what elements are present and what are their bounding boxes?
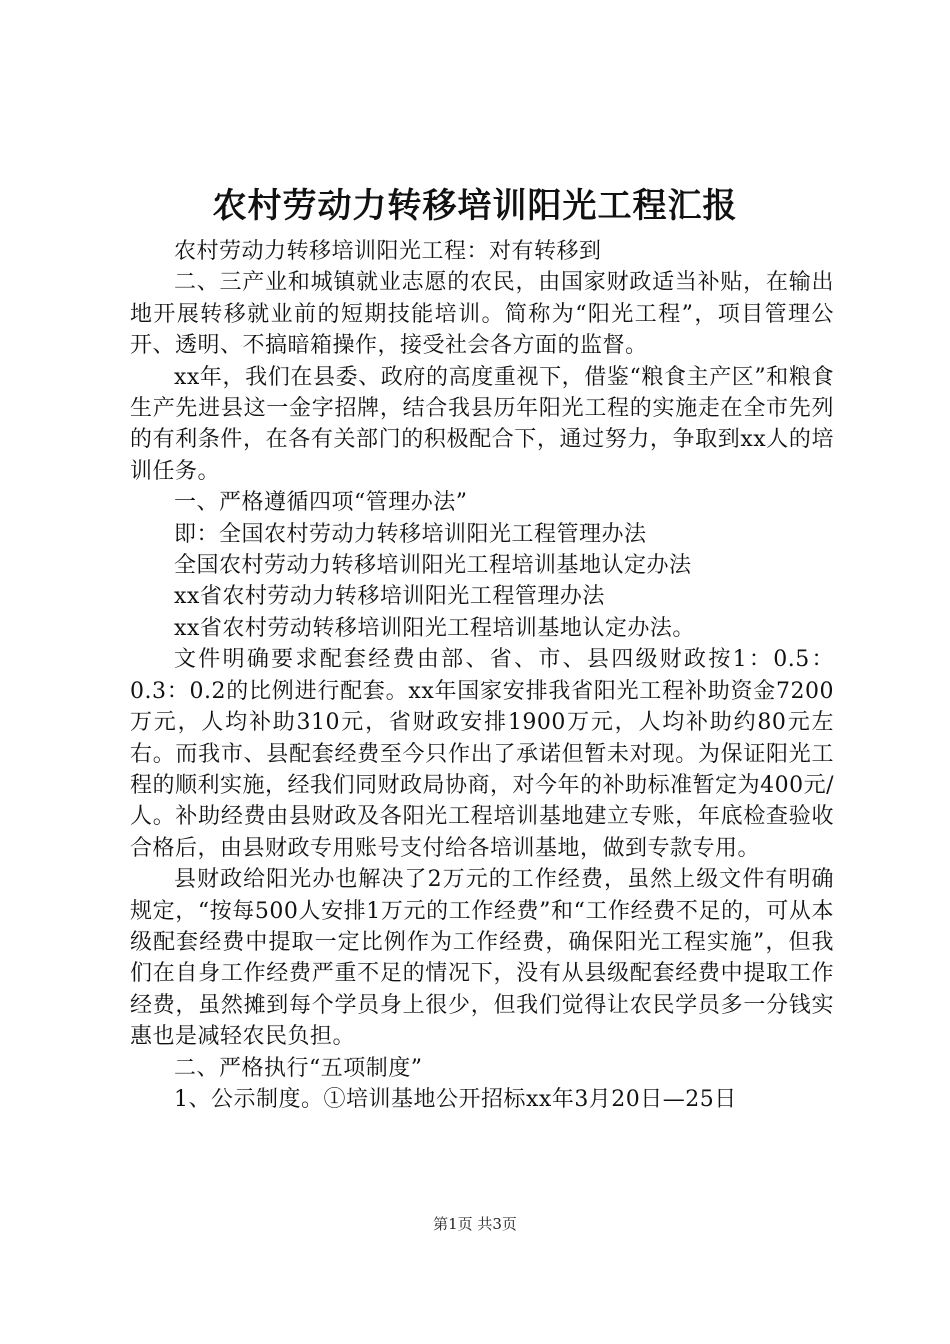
paragraph-background: xx年，我们在县委、政府的高度重视下，借鉴“粮食主产区”和粮食生产先进县这一金字招牌，结合我县历年阳光工程的实施走在全市先列的有利条件，在各有关部门的积极配合下，通过努力，争取到xx人的培训任务。 bbox=[130, 364, 834, 484]
paragraph-funding: 文件明确要求配套经费由部、省、市、县四级财政按1：0.5：0.3：0.2的比例进行配套。xx年国家安排我省阳光工程补助资金7200万元，人均补助310元，省财政安排1900万元，人均补助约80元左右。而我市、县配套经费至今只作出了承诺但暂未对现。为保证阳光工程的顺利实施，经我们同财政局协商，对今年的补助标准暂定为400元/人。补助经费由县财政及各阳光工程培训基地建立专账，年底检查验收合格后，由县财政专用账号支付给各培训基地，做到专款专用。 bbox=[130, 647, 834, 861]
paragraph-intro: 农村劳动力转移培训阳光工程：对有转移到 bbox=[174, 239, 602, 264]
paragraph-regulation-3: xx省农村劳动力转移培训阳光工程管理办法 bbox=[174, 584, 605, 610]
paragraph-work-funds: 县财政给阳光办也解决了2万元的工作经费，虽然上级文件有明确规定，“按每500人安排1万元的工作经费”和“工作经费不足的，可从本级配套经费中提取一定比例作为工作经费，确保阳光工程实施”，但我们在自身工作经费严重不足的情况下，没有从县级配套经费中提取工作经费，虽然摊到每个学员身上很少，但我们觉得让农民学员多一分钱实惠也是减轻农民负担。 bbox=[130, 867, 834, 1050]
paragraph-regulation-4: xx省农村劳动转移培训阳光工程培训基地认定办法。 bbox=[174, 615, 695, 641]
page-footer: 第1页 共3页 bbox=[433, 1215, 517, 1233]
paragraph-disclosure: 1、公示制度。①培训基地公开招标xx年3月20日—25日 bbox=[174, 1086, 737, 1112]
paragraph-definition: 二、三产业和城镇就业志愿的农民，由国家财政适当补贴，在输出地开展转移就业前的短期技能培训。简称为“阳光工程”，项目管理公开、透明、不搞暗箱操作，接受社会各方面的监督。 bbox=[130, 270, 834, 359]
paragraph-regulation-2: 全国农村劳动力转移培训阳光工程培训基地认定办法 bbox=[174, 553, 692, 579]
section-heading-two: 二、严格执行“五项制度” bbox=[174, 1055, 423, 1081]
document-body bbox=[130, 236, 834, 1115]
section-heading-one: 一、严格遵循四项“管理办法” bbox=[174, 490, 468, 516]
paragraph-regulation-1: 即：全国农村劳动力转移培训阳光工程管理办法 bbox=[174, 521, 647, 547]
document-title: 农村劳动力转移培训阳光工程汇报 bbox=[212, 186, 738, 226]
